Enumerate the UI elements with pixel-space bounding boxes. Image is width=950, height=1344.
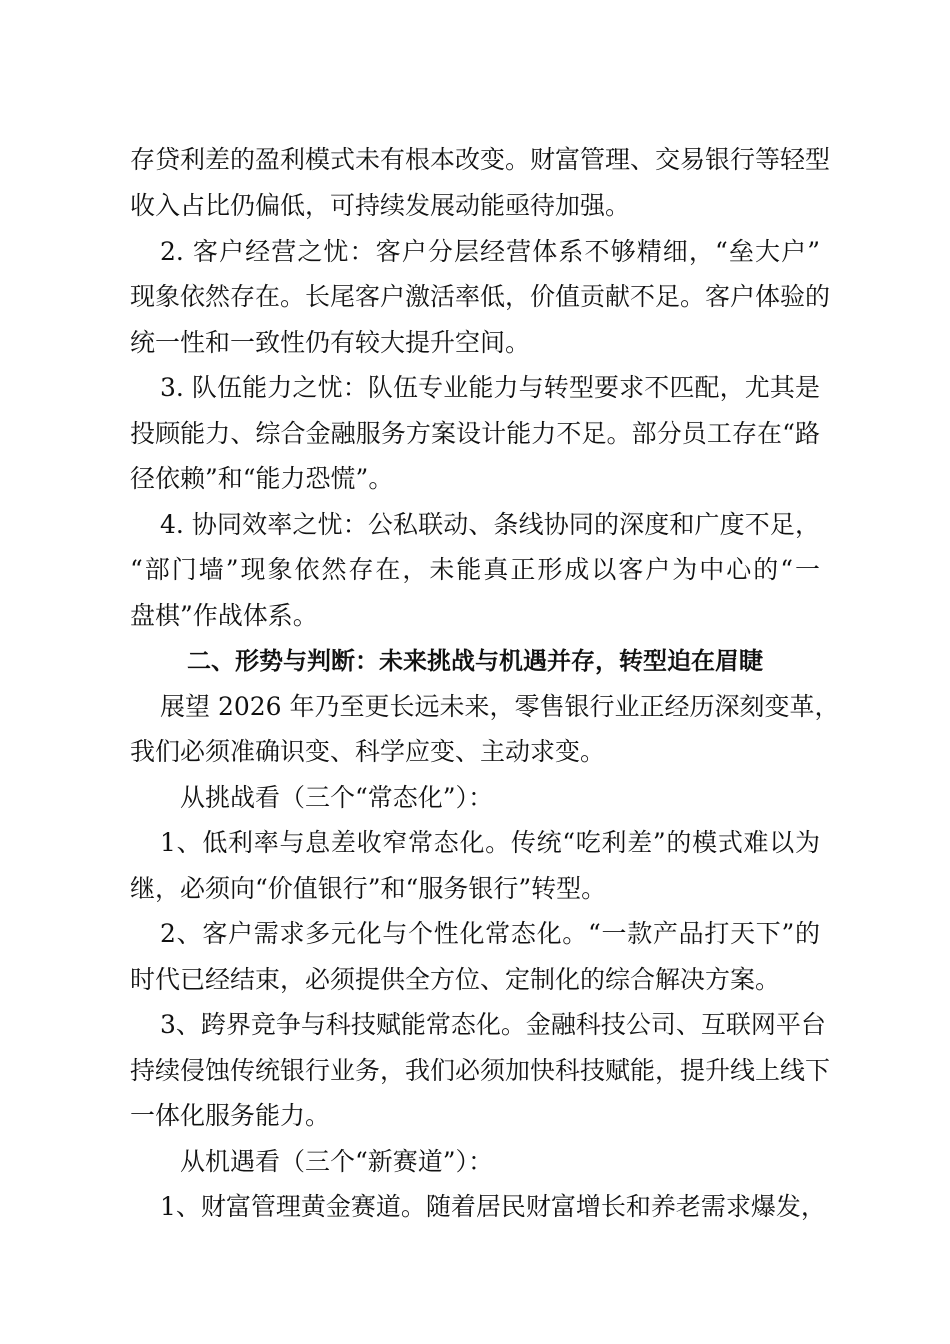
body-text-line: 继，必须向“价值银行”和“服务银行”转型。 <box>130 874 607 903</box>
body-text-line: 我们必须准确识变、科学应变、主动求变。 <box>130 737 606 766</box>
section-heading: 二、形势与判断：未来挑战与机遇并存，转型迫在眉睫 <box>187 647 763 675</box>
paragraph-first-line: 2. 客户经营之忧：客户分层经营体系不够精细，“垒大户” <box>160 237 820 266</box>
body-text-line: 投顾能力、综合金融服务方案设计能力不足。部分员工存在“路 <box>130 419 820 448</box>
body-text-line: 统一性和一致性仍有较大提升空间。 <box>130 328 531 357</box>
paragraph-first-line: 1、财富管理黄金赛道。随着居民财富增长和养老需求爆发， <box>160 1192 826 1221</box>
body-text-line: 存贷利差的盈利模式未有根本改变。财富管理、交易银行等轻型 <box>130 145 831 174</box>
body-text-line: 收入占比仍偏低，可持续发展动能亟待加强。 <box>130 191 631 220</box>
body-text-line: 时代已经结束，必须提供全方位、定制化的综合解决方案。 <box>130 965 781 994</box>
subsection-label: 从挑战看（三个“常态化”）： <box>180 783 494 812</box>
body-text-line: “部门墙”现象依然存在，未能真正形成以客户为中心的“一 <box>130 555 820 584</box>
subsection-label: 从机遇看（三个“新赛道”）： <box>180 1147 494 1176</box>
paragraph-first-line: 3、跨界竞争与科技赋能常态化。金融科技公司、互联网平台 <box>160 1010 826 1039</box>
paragraph-first-line: 2、客户需求多元化与个性化常态化。“一款产品打天下”的 <box>160 919 820 948</box>
paragraph-first-line: 展望 2026 年乃至更长远未来，零售银行业正经历深刻变革， <box>160 692 840 721</box>
body-text-line: 径依赖”和“能力恐慌”。 <box>130 464 394 493</box>
body-text-line: 盘棋”作战体系。 <box>130 601 318 630</box>
paragraph-first-line: 4. 协同效率之忧：公私联动、条线协同的深度和广度不足， <box>160 510 820 539</box>
paragraph-first-line: 3. 队伍能力之忧：队伍专业能力与转型要求不匹配，尤其是 <box>160 373 820 402</box>
body-text-line: 持续侵蚀传统银行业务，我们必须加快科技赋能，提升线上线下 <box>130 1056 831 1085</box>
body-text-line: 现象依然存在。长尾客户激活率低，价值贡献不足。客户体验的 <box>130 282 831 311</box>
paragraph-first-line: 1、低利率与息差收窄常态化。传统“吃利差”的模式难以为 <box>160 828 820 857</box>
body-text-line: 一体化服务能力。 <box>130 1101 331 1130</box>
